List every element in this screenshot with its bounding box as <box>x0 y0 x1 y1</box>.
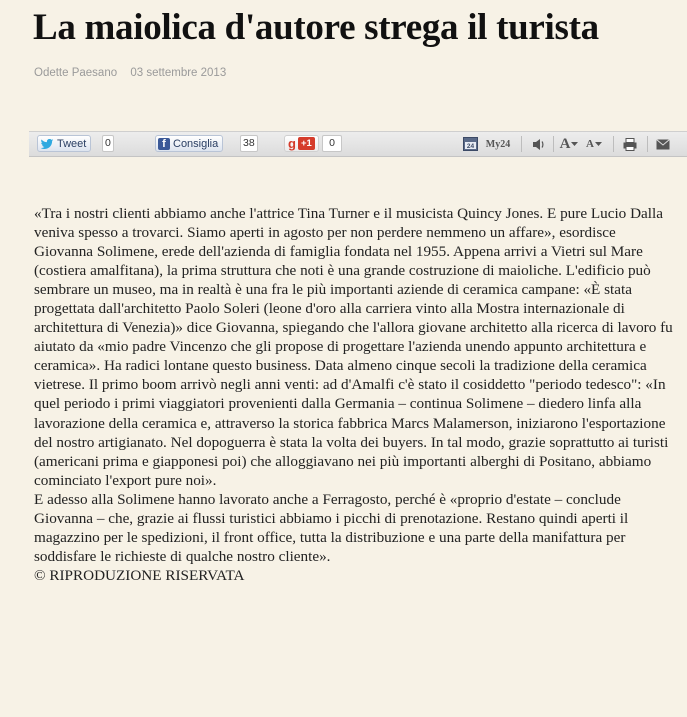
article-title: La maiolica d'autore strega il turista <box>33 7 599 48</box>
chevron-down-icon <box>595 142 602 147</box>
svg-text:24: 24 <box>466 143 474 150</box>
font-increase-label: A <box>559 135 571 152</box>
tweet-count: 0 <box>102 135 114 152</box>
my24-label: My24 <box>485 138 511 150</box>
publish-date: 03 settembre 2013 <box>130 67 227 79</box>
font-increase-button[interactable] <box>559 134 579 154</box>
author-name: Odette Paesano <box>34 67 118 79</box>
twitter-bird-icon <box>40 139 54 149</box>
toolbar-divider <box>553 136 554 152</box>
facebook-label: Consiglia <box>173 137 219 150</box>
article-paragraph: «Tra i nostri clienti abbiamo anche l'attrice Tina Turner e il musicista Quincy Jones. E pure Lucio Dalla veniva spesso a trovarci. Siamo aperti in agosto per non perdere nemmeno un affare», esordisce Giovanna Solimene, erede dell'azienda di famiglia fondata nel 1955. Appena arrivi a Vietri sul Mare (costiera amalfitana), la prima struttura che noti è una grande costruzione di maioliche. L'edificio può sembrare un museo, ma in realtà è una fra le più importanti aziende di ceramica campane: «È stata progettata dall'architetto Paolo Soleri (leone d'oro alla carriera vinto alla Mostra internazionale di architettura di Venezia)» dice Giovanna, spiegando che l'allora giovane architetto alla ricerca di lavoro fu aiutato da «mio padre Vincenzo che gli propose di progettare l'azienda unendo appunto architettura e ceramica». Ha radici lontane questo business. Data almeno cinque secoli la tradizione della ceramica vietrese. Il primo boom arrivò negli anni venti: ad d'Amalfi c'è stato il cosiddetto "periodo tedesco": «In quel periodo i primi viaggiatori provenienti dalla Germania – continua Solimene – diedero linfa alla lavorazione della ceramica e, attraverso la storica fabbrica Marcs Malamerson, iniziarono l'esportazione del nostro artigianato. Nel dopoguerra è stata la volta dei buyers. In tal modo, grazie soprattutto ai turisti (americani prima e giapponesi poi) che alloggiavano nei più importanti alberghi di Positano, abbiamo cominciato l'export pure noi». <box>34 205 673 489</box>
print-icon[interactable] <box>620 134 640 154</box>
gplus-button-wrap <box>284 135 319 152</box>
article-paragraph: E adesso alla Solimene hanno lavorato anche a Ferragosto, perché è «proprio d'estate – conclude Giovanna – che, grazie ai flussi turistici abbiamo i picchi di prenotazione. Restano quindi aperti il magazzino per le spedizioni, il front office, tutta la distribuzione e una parte della manifattura per soddisfare le richieste di qualche nostro cliente». <box>34 490 629 565</box>
share-toolbar <box>29 131 687 157</box>
copyright-notice: © RIPRODUZIONE RISERVATA <box>34 566 245 584</box>
font-decrease-button[interactable] <box>584 134 604 154</box>
chevron-down-icon <box>571 142 578 147</box>
facebook-count: 38 <box>240 135 258 152</box>
gplus-button[interactable] <box>284 135 319 152</box>
font-decrease-label: A <box>586 138 594 150</box>
tweet-label: Tweet <box>57 137 87 150</box>
facebook-button-wrap <box>155 135 223 152</box>
toolbar-divider <box>613 136 614 152</box>
my24-button[interactable] <box>483 134 513 154</box>
tweet-button-wrap <box>37 135 91 152</box>
calendar-24-icon[interactable] <box>461 134 479 154</box>
email-icon[interactable] <box>653 134 673 154</box>
article-body <box>34 204 674 585</box>
gplus-count: 0 <box>322 135 342 152</box>
toolbar-divider <box>521 136 522 152</box>
toolbar-divider <box>647 136 648 152</box>
byline <box>34 67 226 79</box>
facebook-icon: f <box>158 138 170 150</box>
gplus-label: +1 <box>298 137 315 150</box>
speaker-icon[interactable] <box>529 134 549 154</box>
tweet-button[interactable] <box>37 135 91 152</box>
google-plus-icon: g <box>288 136 296 151</box>
facebook-like-button[interactable] <box>155 135 223 152</box>
